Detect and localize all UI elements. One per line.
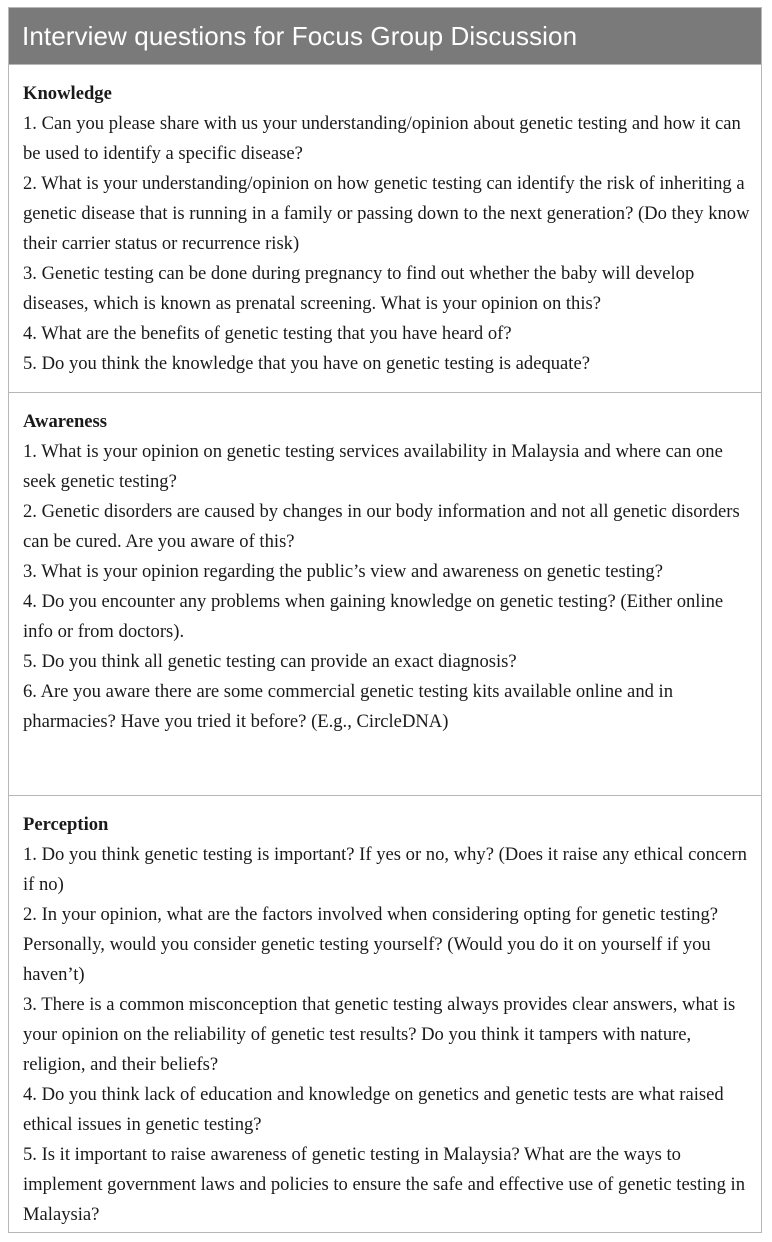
questions-table xyxy=(8,7,762,1233)
question-item: 4. Do you think lack of education and knowledge on genetics and genetic tests are what raised ethical issues in genetic testing? xyxy=(23,1084,724,1135)
question-item: 4. Do you encounter any problems when gaining knowledge on genetic testing? (Either online info or from doctors). xyxy=(23,591,724,642)
section-heading: Knowledge xyxy=(23,83,112,104)
question-item: 5. Is it important to raise awareness of genetic testing in Malaysia? What are the ways to implement government laws and policies to ensure the safe and effective use of genetic testing in Malaysia? xyxy=(23,1144,745,1225)
section-heading: Perception xyxy=(23,814,109,835)
section-knowledge xyxy=(9,64,761,392)
table-title: Interview questions for Focus Group Discussion xyxy=(9,8,761,64)
question-item: 1. What is your opinion on genetic testing services availability in Malaysia and where can one seek genetic testing? xyxy=(23,441,723,492)
question-item: 3. What is your opinion regarding the public’s view and awareness on genetic testing? xyxy=(23,561,663,582)
question-item: 5. Do you think all genetic testing can provide an exact diagnosis? xyxy=(23,651,517,672)
question-item: 2. What is your understanding/opinion on how genetic testing can identify the risk of inheriting a genetic disease that is running in a family or passing down to the next generation? (Do they know their carrier status or recurrence risk) xyxy=(23,173,750,254)
question-item: 2. In your opinion, what are the factors involved when considering opting for genetic testing? Personally, would you consider genetic testing yourself? (Would you do it on yourself if you haven’t) xyxy=(23,904,719,985)
question-item: 3. Genetic testing can be done during pregnancy to find out whether the baby will develop diseases, which is known as prenatal screening. What is your opinion on this? xyxy=(23,263,695,314)
section-perception xyxy=(9,795,761,1232)
question-item: 4. What are the benefits of genetic testing that you have heard of? xyxy=(23,323,512,344)
question-item: 5. Do you think the knowledge that you have on genetic testing is adequate? xyxy=(23,353,590,374)
section-heading: Awareness xyxy=(23,411,108,432)
question-item: 6. Are you aware there are some commercial genetic testing kits available online and in pharmacies? Have you tried it before? (E.g., CircleDNA) xyxy=(23,681,674,732)
question-item: 3. There is a common misconception that genetic testing always provides clear answers, what is your opinion on the reliability of genetic test results? Do you think it tampers with nature, religion, and their beliefs? xyxy=(23,994,736,1075)
question-item: 1. Do you think genetic testing is important? If yes or no, why? (Does it raise any ethical concern if no) xyxy=(23,844,747,895)
question-item: 1. Can you please share with us your understanding/opinion about genetic testing and how it can be used to identify a specific disease? xyxy=(23,113,741,164)
question-item: 2. Genetic disorders are caused by changes in our body information and not all genetic disorders can be cured. Are you aware of this? xyxy=(23,501,740,552)
section-awareness xyxy=(9,392,761,795)
